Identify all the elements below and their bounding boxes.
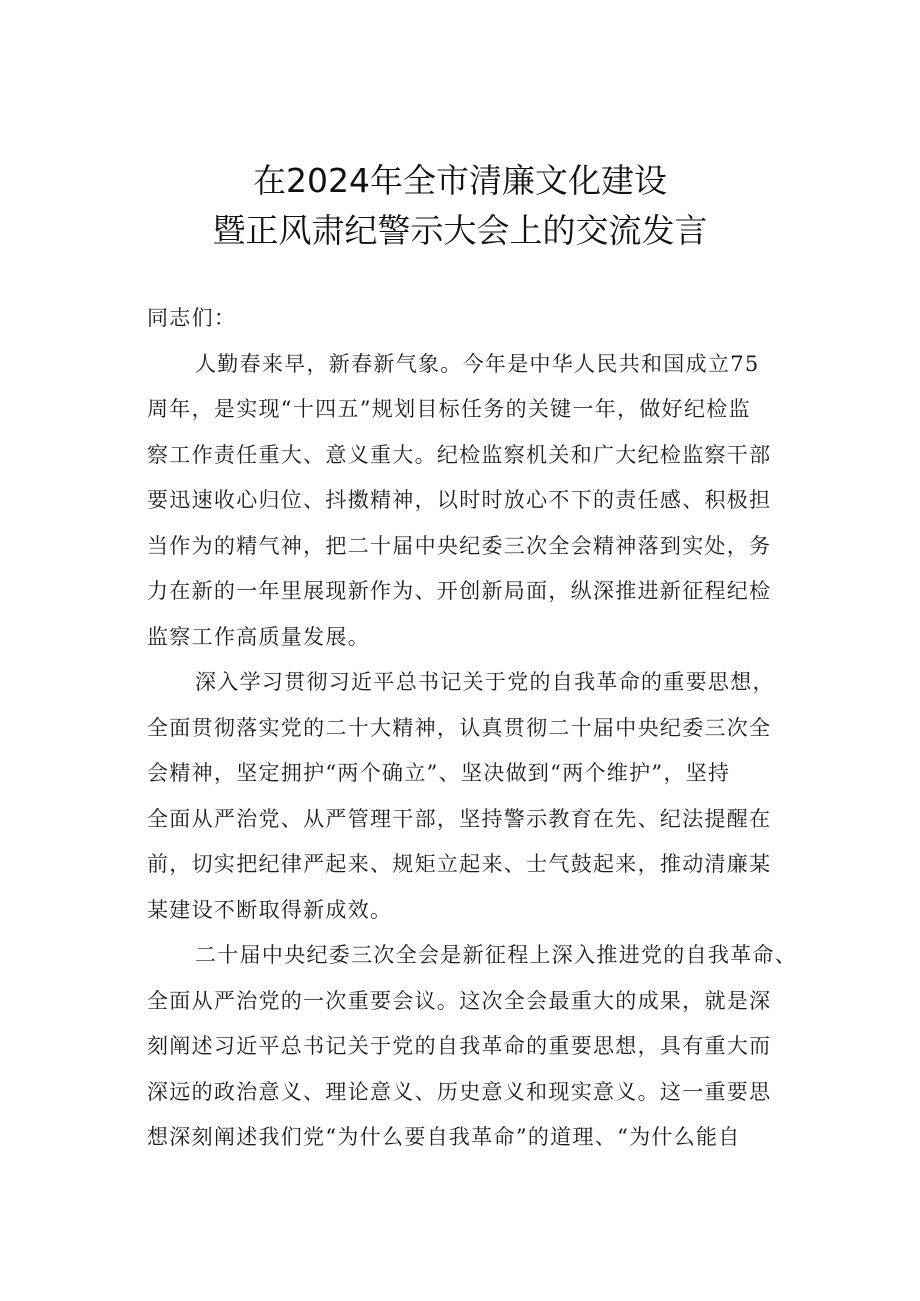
paragraph-3 — [147, 933, 807, 1161]
paragraph-line: 当作为的精气神，把二十届中央纪委三次全会精神落到实处，务 — [147, 533, 772, 558]
paragraph-line: 全面从严治党的一次重要会议。这次全会最重大的成果，就是深 — [147, 988, 772, 1013]
title-line-1: 在2024年全市清廉文化建设 — [253, 161, 667, 200]
paragraph-1 — [147, 342, 807, 661]
paragraph-line: 监察工作高质量发展。 — [147, 624, 370, 649]
paragraph-line: 察工作责任重大、意义重大。纪检监察机关和广大纪检监察干部 — [147, 442, 772, 467]
document-title — [0, 156, 920, 256]
paragraph-line: 要迅速收心归位、抖擞精神，以时时放心不下的责任感、积极担 — [147, 488, 772, 512]
paragraph-line: 二十届中央纪委三次全会是新征程上深入推进党的自我革命、 — [195, 943, 798, 967]
paragraph-line: 前，切实把纪律严起来、规矩立起来、士气鼓起来，推动清廉某 — [147, 852, 772, 876]
paragraph-line: 力在新的一年里展现新作为、开创新局面，纵深推进新征程纪检 — [147, 579, 772, 603]
paragraph-line: 某建设不断取得新成效。 — [147, 897, 393, 922]
paragraph-line: 全面从严治党、从严管理干部，坚持警示教育在先、纪法提醒在 — [147, 806, 772, 831]
paragraph-line: 深远的政治意义、理论意义、历史意义和现实意义。这一重要思 — [147, 1079, 772, 1104]
paragraph-line: 会精神，坚定拥护“两个确立”、坚决做到“两个维护”，坚持 — [147, 761, 731, 785]
paragraph-2 — [147, 660, 807, 933]
paragraph-line: 深入学习贯彻习近平总书记关于党的自我革命的重要思想， — [195, 670, 775, 694]
paragraph-line: 全面贯彻落实党的二十大精神，认真贯彻二十届中央纪委三次全 — [147, 715, 772, 740]
salutation: 同志们： — [147, 306, 237, 330]
paragraph-line: 想深刻阐述我们党“为什么要自我革命”的道理、“为什么能自 — [147, 1125, 741, 1149]
document-body — [147, 296, 807, 1161]
paragraph-line: 刻阐述习近平总书记关于党的自我革命的重要思想，具有重大而 — [147, 1034, 772, 1058]
paragraph-line: 人勤春来早，新春新气象。今年是中华人民共和国成立75 — [195, 351, 760, 376]
paragraph-line: 周年，是实现“十四五”规划目标任务的关键一年，做好纪检监 — [147, 397, 751, 421]
title-line-2: 暨正风肃纪警示大会上的交流发言 — [212, 211, 708, 250]
